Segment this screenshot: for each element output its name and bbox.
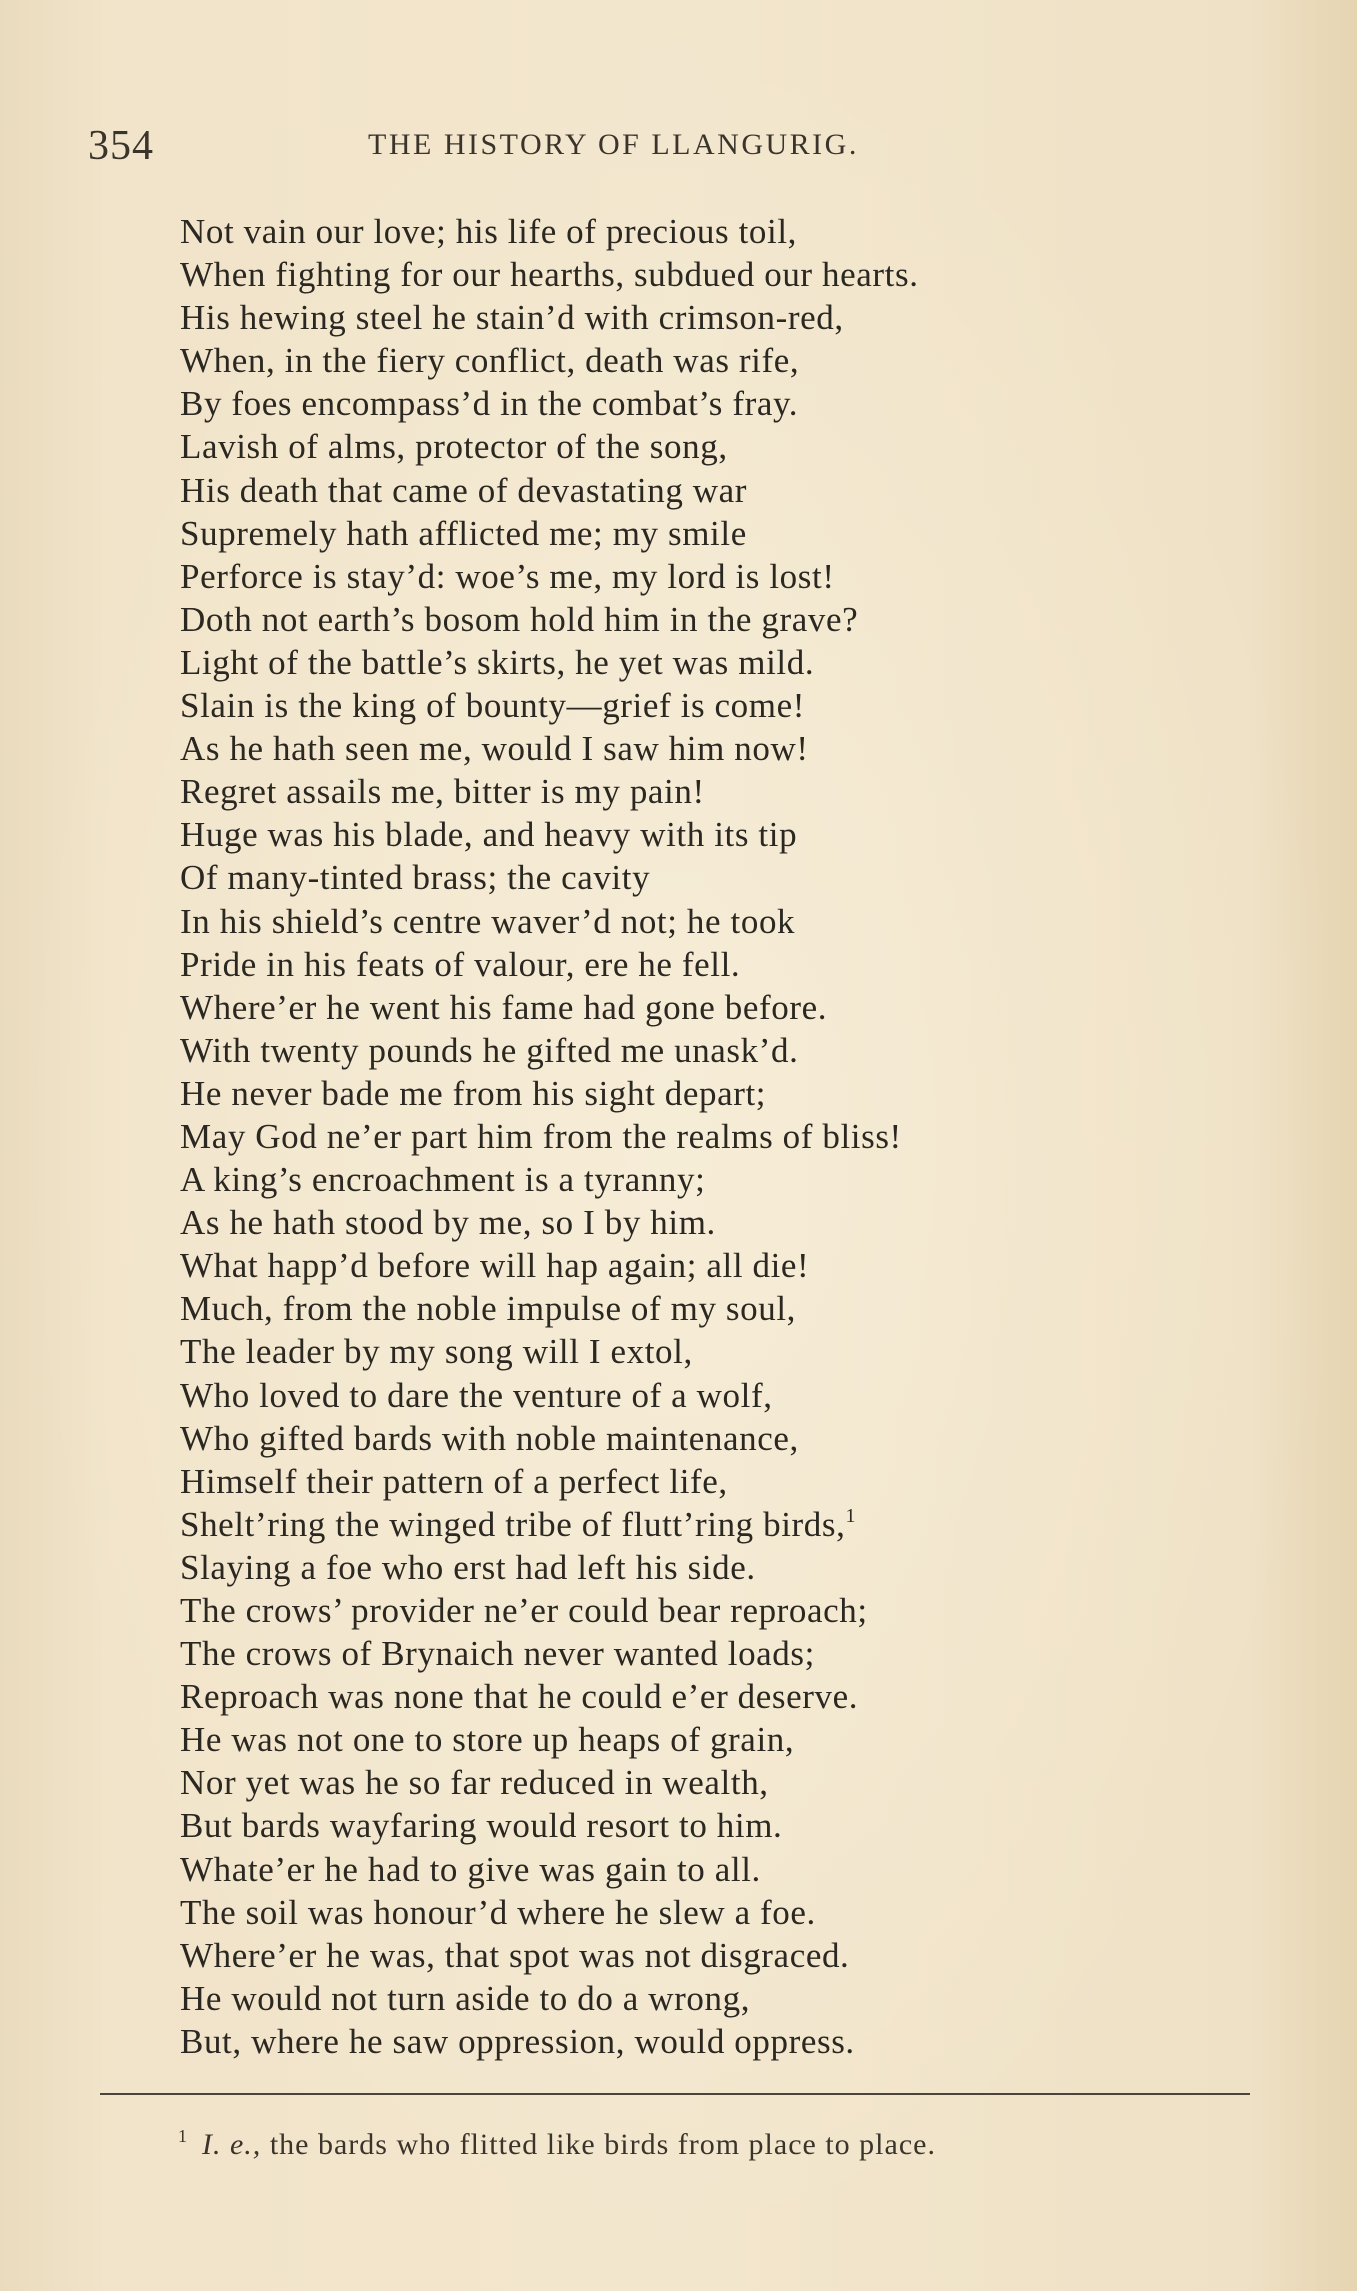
poem-line: Reproach was none that he could e’er deserve. (180, 1677, 859, 1717)
poem-line: Where’er he was, that spot was not disgraced. (180, 1935, 850, 1975)
poem-line: By foes encompass’d in the combat’s fray. (180, 384, 799, 424)
poem-line: A king’s encroachment is a tyranny; (180, 1160, 706, 1200)
poem-line: He would not turn aside to do a wrong, (180, 1978, 751, 2018)
footnote-abbreviation: I. e., (202, 2128, 262, 2161)
poem-line: Whate’er he had to give was gain to all. (180, 1849, 761, 1889)
poem-line: May God ne’er part him from the realms of bliss! (180, 1116, 902, 1156)
poem-line: As he hath seen me, would I saw him now! (180, 729, 809, 769)
footnote-text: the bards who flitted like birds from place to place. (269, 2128, 936, 2161)
poem-line: Nor yet was he so far reduced in wealth, (180, 1763, 769, 1803)
poem-line: What happ’d before will hap again; all die! (180, 1246, 810, 1286)
poem-line: With twenty pounds he gifted me unask’d. (180, 1030, 799, 1070)
poem-line-with-footnote (180, 1503, 919, 1546)
poem-line: As he hath stood by me, so I by him. (180, 1203, 716, 1243)
poem-line: When fighting for our hearths, subdued our hearts. (180, 255, 919, 295)
poem-line: Where’er he went his fame had gone before. (180, 987, 828, 1027)
poem-line: Who loved to dare the venture of a wolf, (180, 1375, 773, 1415)
poem-line: Light of the battle’s skirts, he yet was mild. (180, 642, 815, 682)
poem-line: The soil was honour’d where he slew a foe. (180, 1892, 816, 1932)
poem-line: He never bade me from his sight depart; (180, 1073, 767, 1113)
poem-line: But bards wayfaring would resort to him. (180, 1806, 783, 1846)
poem-line: Not vain our love; his life of precious toil, (180, 212, 798, 251)
footnote-divider (100, 2093, 1250, 2095)
poem-line: Supremely hath afflicted me; my smile (180, 513, 747, 553)
poem-line: But, where he saw oppression, would oppress. (180, 2021, 855, 2061)
poem-line: When, in the fiery conflict, death was rife, (180, 341, 800, 381)
footnote-marker: 1 (178, 2126, 188, 2146)
poem-line: In his shield’s centre waver’d not; he took (180, 901, 796, 941)
poem (180, 210, 919, 2063)
page-number: 354 (88, 123, 154, 169)
poem-line: The leader by my song will I extol, (180, 1332, 693, 1372)
footnote (178, 2126, 936, 2162)
footnote-reference[interactable]: 1 (845, 1504, 857, 1527)
poem-line: Lavish of alms, protector of the song, (180, 427, 728, 467)
poem-line: Doth not earth’s bosom hold him in the grave? (180, 599, 859, 639)
poem-line: The crows’ provider ne’er could bear reproach; (180, 1591, 868, 1630)
poem-line: His hewing steel he stain’d with crimson-red, (180, 298, 844, 338)
poem-line: Of many-tinted brass; the cavity (180, 858, 651, 898)
poem-line: His death that came of devastating war (180, 470, 748, 510)
poem-line: Who gifted bards with noble maintenance, (180, 1418, 799, 1458)
poem-line: Himself their pattern of a perfect life, (180, 1461, 728, 1501)
poem-line: The crows of Brynaich never wanted loads; (180, 1634, 815, 1674)
poem-line: Slain is the king of bounty—grief is come! (180, 686, 805, 726)
poem-line: Perforce is stay’d: woe’s me, my lord is lost! (180, 556, 835, 596)
poem-line-text: Shelt’ring the winged tribe of flutt’ring birds, (180, 1504, 846, 1544)
poem-line: Regret assails me, bitter is my pain! (180, 772, 705, 812)
poem-line: Much, from the noble impulse of my soul, (180, 1289, 797, 1329)
poem-line: Pride in his feats of valour, ere he fell. (180, 944, 741, 984)
running-head: THE HISTORY OF LLANGURIG. (368, 128, 859, 161)
poem-line: Slaying a foe who erst had left his side. (180, 1547, 756, 1587)
poem-line: Huge was his blade, and heavy with its tip (180, 815, 798, 855)
poem-line: He was not one to store up heaps of grain, (180, 1720, 795, 1760)
